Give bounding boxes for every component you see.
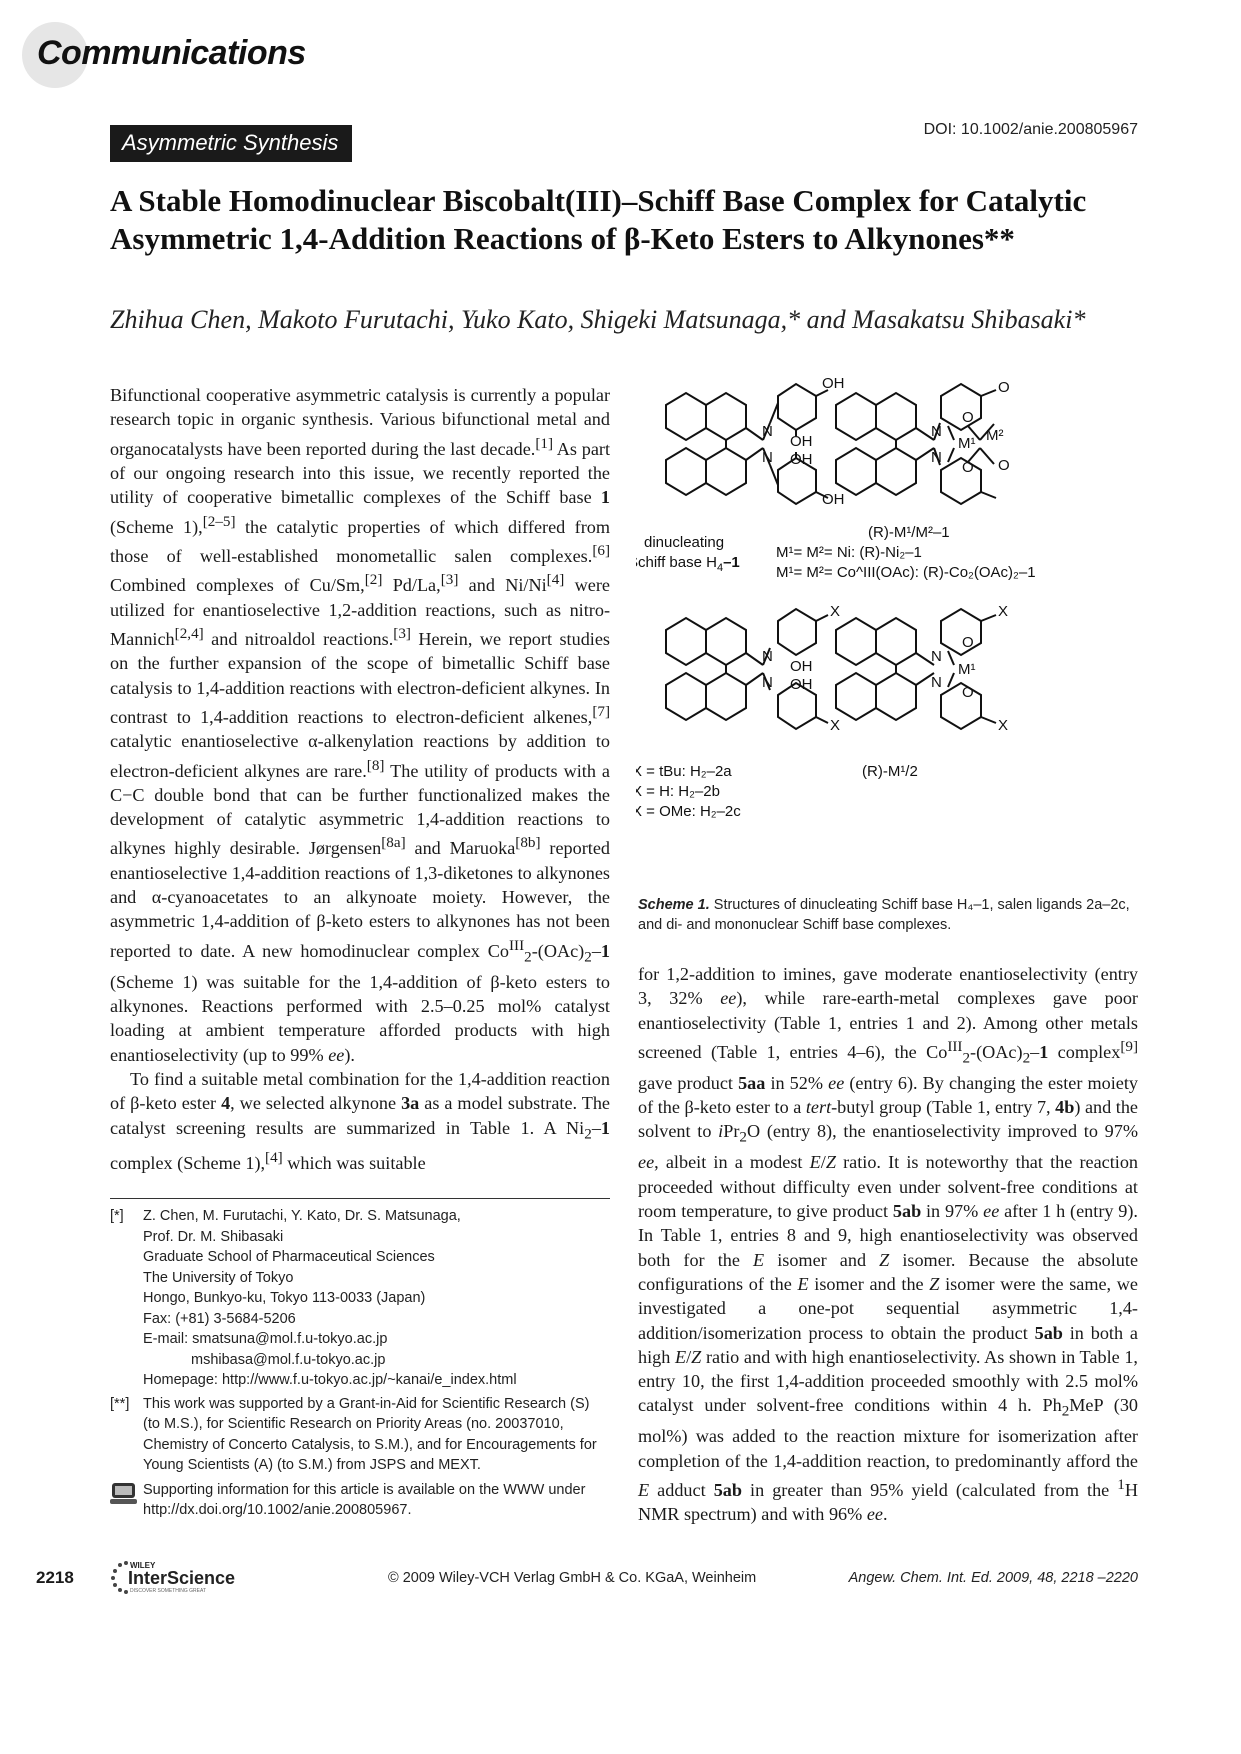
body-text-left-column [110, 383, 610, 1176]
funding-footnote [110, 1394, 610, 1476]
scheme-atom-label: OH [822, 491, 845, 508]
scheme-atom-label: N [762, 423, 773, 440]
article-authors: Zhihua Chen, Makoto Furutachi, Yuko Kato, Shigeki Matsunaga,* and Masakatsu Shibasaki* [110, 305, 1086, 334]
scheme-atom-label: N [762, 449, 773, 466]
footnote-line: Graduate School of Pharmaceutical Sciences [143, 1249, 435, 1265]
copyright: © 2009 Wiley-VCH Verlag GmbH & Co. KGaA, Weinheim [388, 1570, 757, 1586]
body-paragraph: Bifunctional cooperative asymmetric catalysis is currently a popular research topic in organic synthesis. Various bifunctional metal and organocatalysts have been reported during the last decade.[1] As part of our ongoing research into this issue, we recently reported the utility of cooperative bimetallic complexes of the Schiff base 1 (Scheme 1),[2–5] the catalytic properties of which differed from those of well-established monometallic salen complexes.[6] Combined complexes of Cu/Sm,[2] Pd/La,[3] and Ni/Ni[4] were utilized for enantioselective 1,2-addition reactions, such as nitro-Mannich[2,4] and nitroaldol reactions.[3] Herein, we report studies on the further expansion of the scope of bimetallic Schiff base catalysis to 1,4-addition reactions with electron-deficient alkynes. In contrast to 1,4-addition reactions to electron-deficient alkenes,[7] catalytic enantioselective α-alkenylation reactions by addition to electron-deficient alkynes are rare.[8] The utility of products with a C−C double bond that can be further functionalized makes the development of catalytic asymmetric 1,4-addition reactions to alkynes highly desirable. Jørgensen[8a] and Maruoka[8b] reported enantioselective 1,4-addition reactions of 1,3-diketones to alkynones and α-cyanoacetates to an alkynoate moiety. However, the asymmetric 1,4-addition of β-keto esters to alkynones has not been reported to date. A new homodinuclear complex $Co^{III}_2-(OAc)_2-1$ (Scheme 1) was suitable for the 1,4-addition of β-keto esters to alkynones. Reactions performed with 2.5–0.25 mol% catalyst loading at ambient temperature afforded products with high enantioselectivity (up to 99% ee). [110, 385, 611, 1065]
journal-reference [849, 1570, 1138, 1586]
scheme-atom-label: OH [790, 676, 813, 693]
topic-label: Asymmetric Synthesis [110, 125, 352, 162]
footnote-homepage-link[interactable]: Homepage: http://www.f.u-tokyo.ac.jp/~kanai/e_index.html [143, 1372, 517, 1388]
scheme-1-figure [636, 378, 1141, 888]
scheme-atom-label: OH [790, 433, 813, 450]
scheme-atom-label: N [931, 674, 942, 691]
scheme-atom-label: X [830, 717, 841, 734]
scheme-caption-text: Structures of dinucleating Schiff base H₄–1, salen ligands 2a–2c, and di- and mononuclear Schiff base complexes. [638, 897, 1130, 933]
scheme-atom-label: X [998, 717, 1009, 734]
compound-label-complex-2: (R)-M¹/2 [862, 763, 918, 780]
compound-label-ni-complex: M¹= M²= Ni: (R)-Ni₂–1 [776, 544, 922, 561]
scheme-atom-label: O [962, 634, 974, 651]
footnote-line: Fax: (+81) 3-5684-5206 [143, 1310, 296, 1327]
scheme-atom-label: X [830, 603, 841, 620]
logo-tagline: DISCOVER SOMETHING GREAT [130, 1588, 207, 1594]
doi[interactable]: DOI: 10.1002/anie.200805967 [923, 121, 1138, 138]
compound-label-co-complex: M¹= M²= Co^III(OAc): (R)-Co₂(OAc)₂–1 [776, 564, 1036, 581]
scheme-atom-label: OH [790, 451, 813, 468]
scheme-atom-label: OH [790, 658, 813, 675]
body-paragraph: for 1,2-addition to imines, gave moderate enantioselectivity (entry 3, 32% ee), while rare-earth-metal complexes gave poor enantioselectivity (Table 1, entries 1 and 2). Among other metals screened (Table 1, entries 4–6), the $Co^{III}_2-(OAc)_2-1$ complex[9] gave product 5aa in 52% ee (entry 6). By changing the ester moiety of the β-keto ester to a tert-butyl group (Table 1, entry 7, 4b) and the solvent to iPr$_2$O (entry 8), the enantioselectivity improved to 97% ee, albeit in a modest E/Z ratio. It is noteworthy that the reaction proceeded without difficulty even under solvent-free conditions at room temperature, to give product 5ab in 97% ee after 1 h (entry 9). In Table 1, entries 8 and 9, high enantioselectivity was observed both for the E isomer and Z isomer. Because the absolute configurations of the E isomer and the Z isomer were the same, we investigated a one-pot sequential asymmetric 1,4-addition/isomerization process to obtain the product 5ab in both a high E/Z ratio and with high enantioselectivity. As shown in Table 1, entry 10, the first 1,4-addition proceeded smoothly with 2.5 mol% catalyst under solvent-free conditions within 4 h. $Ph_2MeP$ (30 mol%) was added to the reaction mixture for isomerization after completion of the 1,4-addition reaction, to predominantly afford the E adduct 5ab in greater than 95% yield (calculated from the $^1$H NMR spectrum) and with 96% ee. [638, 964, 1139, 1525]
scheme-atom-label: OH [822, 378, 845, 392]
section-header: Communications [37, 34, 306, 72]
footnote-email[interactable]: E-mail: smatsuna@mol.f.u-tokyo.ac.jp [143, 1331, 388, 1347]
journal-reference-text: Angew. Chem. Int. Ed. 2009, 48, 2218 –2220 [848, 1570, 1138, 1586]
scheme-atom-label: N [931, 423, 942, 440]
publisher-logo[interactable] [110, 1559, 280, 1595]
footnote-line: Prof. Dr. M. Shibasaki [143, 1228, 284, 1245]
scheme-atom-label: N [931, 648, 942, 665]
compound-label-ligand-1: Schiff base $H_4-1$ [636, 554, 740, 574]
footnote-email[interactable]: mshibasa@mol.f.u-tokyo.ac.jp [191, 1351, 386, 1368]
scheme-1-structures [636, 378, 1141, 888]
compound-label-ligand-2c: X = OMe: H₂–2c [636, 803, 741, 820]
article-title: A Stable Homodinuclear Biscobalt(III)–Schiff Base Complex for Catalytic Asymmetric 1,4-Addition Reactions of β-Keto Esters to Alkynones** [110, 183, 1087, 256]
affiliation-footnote [110, 1206, 610, 1391]
footnote-marker: [*] [110, 1208, 124, 1224]
compound-label-ligand-2a: X = tBu: H₂–2a [636, 763, 732, 780]
body-text-right-column [638, 962, 1138, 1527]
scheme-atom-label: N [762, 674, 773, 691]
scheme-caption-label: Scheme 1. [638, 897, 710, 913]
footnote-marker: [**] [110, 1395, 130, 1412]
scheme-atom-label: O [962, 459, 974, 476]
scheme-atom-label: M² [986, 427, 1004, 444]
footnote-divider [110, 1198, 610, 1199]
footnote-line: Hongo, Bunkyo-ku, Tokyo 113-0033 (Japan) [143, 1290, 426, 1306]
logo-wordmark-top: WILEY [130, 1561, 156, 1570]
scheme-atom-label: N [931, 449, 942, 466]
compound-label-ligand-2b: X = H: H₂–2b [636, 783, 720, 800]
logo-wordmark: InterScience [128, 1568, 236, 1588]
computer-icon [110, 1482, 137, 1505]
footnote-line: This work was supported by a Grant-in-Aid for Scientific Research (S) (to M.S.), for Scientific Research on Priority Areas (no. 20037010, Chemistry of Concerto Catalysis, to S.M.), and for Encouragements for Young Scientists (A) (to S.M.) from JSPS and MEXT. [143, 1395, 597, 1473]
supporting-info-link[interactable]: Supporting information for this article is available on the WWW under http://dx.doi.org/10.1002/anie.200805967. [143, 1481, 586, 1518]
scheme-atom-label: O [962, 409, 974, 426]
footnotes [110, 1206, 610, 1521]
compound-label-ligand-1: dinucleating [644, 534, 725, 551]
scheme-atom-label: O [962, 684, 974, 701]
footnote-line: The University of Tokyo [143, 1269, 294, 1286]
scheme-atom-label: M¹ [958, 661, 976, 678]
scheme-atom-label: O [998, 457, 1010, 474]
scheme-atom-label: O [998, 379, 1010, 396]
scheme-atom-label: M¹ [958, 435, 976, 452]
page-number: 2218 [36, 1568, 74, 1587]
body-paragraph: To find a suitable metal combination for the 1,4-addition reaction of β-keto ester 4, we selected alkynone 3a as a model substrate. The catalyst screening results are summarized in Table 1. A $Ni_2-1$ complex (Scheme 1),[4] which was suitable [110, 1068, 611, 1174]
scheme-caption [638, 895, 1138, 935]
footnote-line: Z. Chen, M. Furutachi, Y. Kato, Dr. S. Matsunaga, [143, 1208, 461, 1224]
scheme-atom-label: X [998, 603, 1009, 620]
supporting-info-note [110, 1480, 610, 1521]
scheme-atom-label: N [762, 648, 773, 665]
compound-label-complex-1: (R)-M¹/M²–1 [868, 524, 950, 541]
